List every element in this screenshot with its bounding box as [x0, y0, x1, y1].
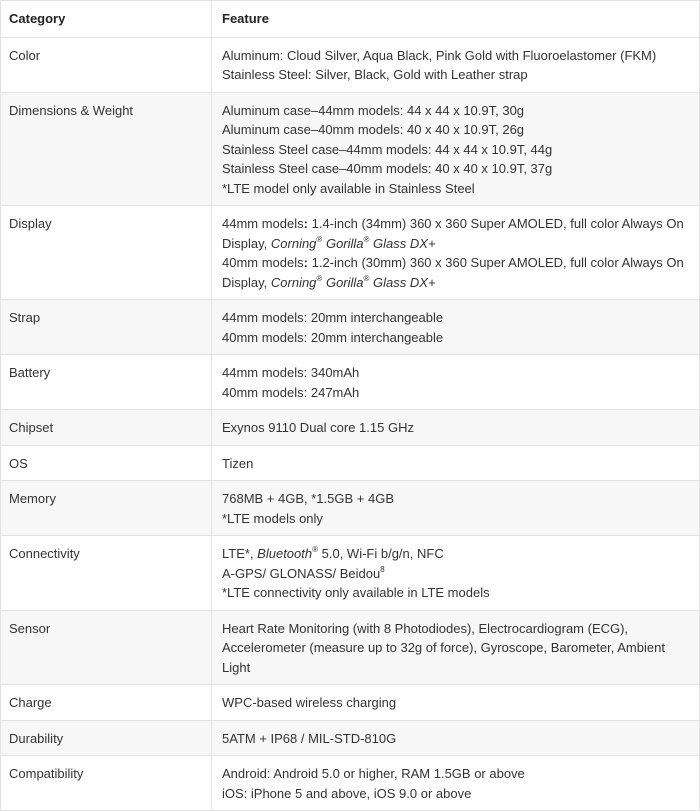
connectivity-line-2: [222, 564, 693, 584]
display-44mm-colon: :: [303, 216, 308, 231]
feature-line: Android: Android 5.0 or higher, RAM 1.5GB or above: [222, 766, 525, 781]
feature-line: Exynos 9110 Dual core 1.15 GHz: [222, 420, 414, 435]
display-44mm: [222, 214, 693, 253]
feature-line: Stainless Steel case–40mm models: 40 x 40 x 10.9T, 37g: [222, 161, 553, 176]
corning-text: Corning: [270, 235, 317, 251]
row-feature: [212, 37, 700, 92]
gorilla-text: Gorilla: [325, 274, 364, 290]
feature-line: WPC-based wireless charging: [222, 695, 397, 710]
feature-line: Aluminum case–40mm models: 40 x 40 x 10.9T, 26g: [222, 122, 525, 137]
display-40mm-text: 1.2-inch (30mm) 360 x 360 Super AMOLED, full color Always On Display,: [222, 255, 684, 290]
connectivity-rest-text: 5.0, Wi-Fi b/g/n, NFC: [318, 546, 444, 561]
gorilla-text: Gorilla: [325, 235, 364, 251]
gps-text: A-GPS/ GLONASS/ Beidou: [222, 565, 381, 581]
feature-line: *LTE model only available in Stainless Steel: [222, 180, 475, 196]
row-feature: [212, 355, 700, 410]
feature-line: Stainless Steel: Silver, Black, Gold with Leather strap: [222, 67, 528, 82]
connectivity-line-1: [222, 544, 693, 564]
feature-line: iOS: iPhone 5 and above, iOS 9.0 or above: [222, 785, 472, 801]
feature-line: Aluminum case–44mm models: 44 x 44 x 10.9T, 30g: [222, 102, 525, 118]
registered-mark: ®: [363, 234, 370, 244]
row-category: Chipset: [1, 410, 212, 446]
row-category: Durability: [1, 720, 212, 756]
row-category: Compatibility: [1, 756, 212, 811]
feature-line: *LTE models only: [222, 510, 323, 526]
feature-line: 44mm models: 20mm interchangeable: [222, 310, 444, 325]
table-row: [1, 206, 700, 300]
feature-line: 44mm models: 340mAh: [222, 365, 360, 380]
row-feature: [212, 720, 700, 756]
feature-line: Heart Rate Monitoring (with 8 Photodiodes), Electrocardiogram (ECG), Accelerometer (measure up to 32g of force), Gyroscope, Barometer, Ambient Light: [222, 620, 665, 675]
feature-line: 40mm models: 247mAh: [222, 384, 360, 400]
footnote-mark: 8: [380, 564, 385, 574]
table-row: [1, 355, 700, 410]
row-category: Sensor: [1, 610, 212, 685]
table-row: [1, 536, 700, 611]
table-row: [1, 720, 700, 756]
row-feature: [212, 445, 700, 481]
row-category: Memory: [1, 481, 212, 536]
table-row: [1, 410, 700, 446]
connectivity-note: *LTE connectivity only available in LTE models: [222, 585, 490, 600]
header-feature: Feature: [212, 1, 700, 38]
table-row: [1, 756, 700, 811]
feature-line: Aluminum: Cloud Silver, Aqua Black, Pink Gold with Fluoroelastomer (FKM): [222, 47, 657, 63]
row-feature: [212, 685, 700, 721]
row-feature: [212, 92, 700, 206]
lte-text: LTE*,: [222, 546, 258, 561]
table-row: [1, 481, 700, 536]
row-feature: [212, 756, 700, 811]
registered-mark: ®: [316, 234, 323, 244]
display-40mm-label: 40mm models: [222, 255, 304, 270]
display-40mm-colon: :: [303, 255, 308, 270]
table-row: [1, 445, 700, 481]
header-category: Category: [1, 1, 212, 38]
bluetooth-text: Bluetooth: [257, 546, 313, 561]
row-category: Color: [1, 37, 212, 92]
row-category: OS: [1, 445, 212, 481]
table-row: [1, 685, 700, 721]
registered-mark: ®: [312, 545, 319, 554]
table-row: [1, 610, 700, 685]
table-header-row: [1, 1, 700, 38]
glass-text: Glass DX+: [369, 235, 436, 251]
row-feature: [212, 536, 700, 611]
registered-mark: ®: [316, 273, 323, 283]
row-feature: [212, 300, 700, 355]
row-feature: [212, 206, 700, 300]
feature-line: 768MB + 4GB, *1.5GB + 4GB: [222, 491, 394, 506]
glass-text: Glass DX+: [369, 274, 436, 290]
display-44mm-label: 44mm models: [222, 216, 304, 231]
row-category: Dimensions & Weight: [1, 92, 212, 206]
feature-line: Tizen: [222, 455, 254, 471]
feature-line: Stainless Steel case–44mm models: 44 x 44 x 10.9T, 44g: [222, 141, 553, 157]
feature-line: 40mm models: 20mm interchangeable: [222, 329, 444, 345]
row-feature: [212, 410, 700, 446]
display-44mm-text: 1.4-inch (34mm) 360 x 360 Super AMOLED, full color Always On Display,: [222, 216, 684, 251]
table-row: [1, 92, 700, 206]
row-category: Strap: [1, 300, 212, 355]
table-row: [1, 37, 700, 92]
feature-line: 5ATM + IP68 / MIL-STD-810G: [222, 730, 397, 746]
row-feature: [212, 610, 700, 685]
row-category: Charge: [1, 685, 212, 721]
display-40mm: [222, 253, 693, 292]
row-category: Battery: [1, 355, 212, 410]
table-row: [1, 300, 700, 355]
row-category: Display: [1, 206, 212, 300]
row-feature: [212, 481, 700, 536]
registered-mark: ®: [363, 273, 370, 283]
corning-text: Corning: [270, 274, 317, 290]
row-category: Connectivity: [1, 536, 212, 611]
